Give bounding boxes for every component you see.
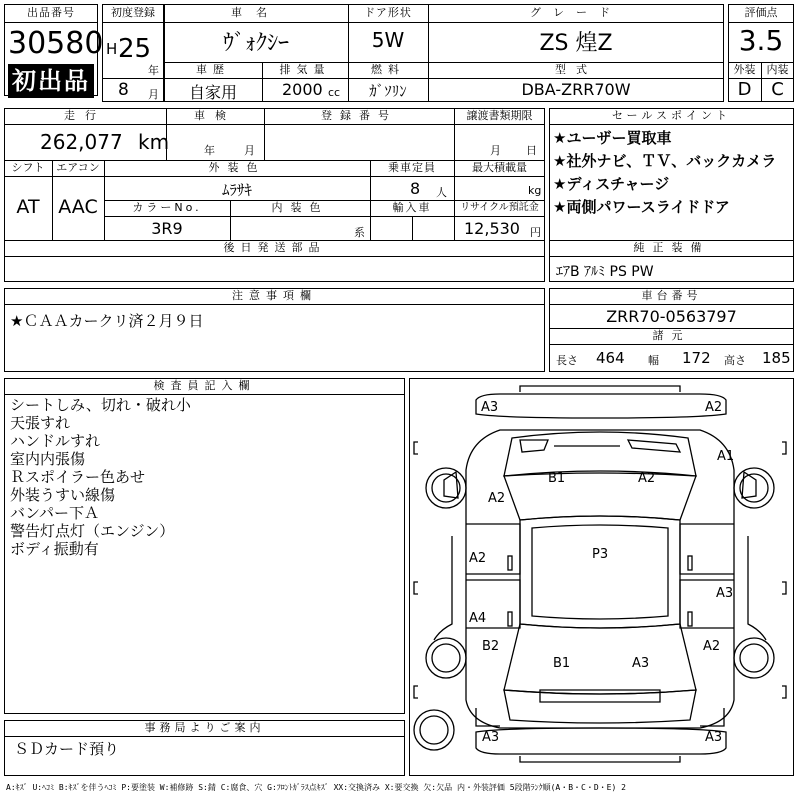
inspection-month-unit: 月 bbox=[244, 144, 255, 157]
damage-mark: A1 bbox=[717, 449, 735, 464]
capacity: 8 bbox=[410, 179, 421, 198]
sales-points-list bbox=[553, 127, 776, 219]
history-label: 車歴 bbox=[196, 63, 230, 76]
damage-mark: A3 bbox=[632, 656, 650, 671]
ac: AAC bbox=[58, 196, 98, 218]
inspector-note: Ｒスポイラー色あせ bbox=[10, 468, 146, 486]
mileage-unit: km bbox=[138, 130, 170, 154]
first-registration-label: 初度登録 bbox=[111, 6, 155, 19]
damage-mark: A3 bbox=[481, 400, 499, 415]
inspector-note: ボディ振動有 bbox=[10, 540, 99, 558]
displacement: 2000 bbox=[282, 80, 323, 99]
damage-mark: A3 bbox=[705, 730, 723, 745]
notes-label: 注意事項欄 bbox=[232, 289, 317, 302]
inspector-note: 外装うすい線傷 bbox=[10, 486, 116, 504]
ac-label: エアコン bbox=[56, 161, 100, 174]
overall-score: 3.5 bbox=[738, 24, 784, 57]
office-message: ＳＤカード預り bbox=[14, 740, 120, 758]
width: 172 bbox=[682, 349, 711, 367]
equipment: ｴｱB ｱﾙﾐ PS PW bbox=[556, 264, 654, 280]
registration-month: 8 bbox=[118, 80, 129, 100]
damage-mark: A4 bbox=[469, 611, 487, 626]
exterior-grade: D bbox=[737, 79, 752, 100]
registration-year: 25 bbox=[118, 34, 152, 64]
score-label: 評価点 bbox=[744, 6, 778, 19]
transfer-day-unit: 日 bbox=[526, 144, 537, 157]
height: 185 bbox=[762, 349, 791, 367]
damage-mark: A2 bbox=[488, 491, 506, 506]
registration-era: H bbox=[106, 40, 118, 58]
shift: AT bbox=[16, 196, 40, 218]
mileage: 262,077 bbox=[40, 130, 123, 154]
int-color-unit: 系 bbox=[354, 226, 365, 239]
recycle-deposit: 12,530 bbox=[464, 219, 520, 238]
sales-point-item: ★ディスチャージ bbox=[553, 175, 670, 193]
color-number-label: カラーNo. bbox=[132, 201, 202, 214]
sales-point-item: ★両側パワースライドドア bbox=[553, 198, 730, 216]
inspector-notes-list bbox=[10, 396, 191, 558]
model-type: DBA-ZRR70W bbox=[521, 80, 631, 99]
capacity-label: 乗車定員 bbox=[388, 161, 436, 174]
dimensions-label: 諸元 bbox=[652, 329, 691, 342]
shift-label: シフト bbox=[11, 161, 45, 174]
width-label: 幅 bbox=[648, 354, 659, 367]
import-label: 輸入車 bbox=[392, 201, 432, 214]
recycle-label: リサイクル預託金 bbox=[460, 202, 539, 213]
fuel: ｶﾞｿﾘﾝ bbox=[369, 82, 407, 100]
ext-color: ﾑﾗｻｷ bbox=[221, 181, 252, 199]
legend-text: A:ｷｽﾞ U:ﾍｺﾐ B:ｷｽﾞを伴うﾍｺﾐ P:要塗装 W:補修跡 S:錆 C:腐食、穴 G:ﾌﾛﾝﾄｶﾞﾗｽ点ｷｽﾞ XX:交換済み X:要交換 欠:欠品 内・外装評価 5段階ﾗﾝｸ順(A・B・C・D・E) 2 bbox=[6, 783, 626, 792]
ext-color-label: 外装色 bbox=[208, 161, 266, 174]
damage-mark: A3 bbox=[716, 586, 734, 601]
recycle-unit: 円 bbox=[530, 226, 541, 239]
length: 464 bbox=[596, 349, 625, 367]
max-load-label: 最大積載量 bbox=[472, 161, 527, 174]
damage-mark: B1 bbox=[553, 656, 571, 671]
mileage-label: 走行 bbox=[64, 109, 106, 122]
equipment-label: 純正装備 bbox=[633, 241, 710, 254]
damage-mark: B2 bbox=[482, 639, 500, 654]
model-name: ｳﾞｫｸｼｰ bbox=[222, 31, 289, 56]
int-color-label: 内装色 bbox=[271, 201, 329, 214]
inspection-year-unit: 年 bbox=[204, 144, 215, 157]
sales-point-item: ★ユーザー買取車 bbox=[553, 129, 672, 147]
chassis-label: 車台番号 bbox=[641, 289, 702, 302]
transfer-deadline-label: 譲渡書類期限 bbox=[466, 109, 533, 122]
interior-label: 内装 bbox=[766, 63, 789, 76]
grade-label: グレード bbox=[530, 6, 622, 19]
doors-label: ドア形状 bbox=[364, 6, 412, 19]
chassis-number: ZRR70-0563797 bbox=[606, 307, 737, 326]
grade: ZS 煌Z bbox=[539, 31, 613, 56]
max-load-unit: kg bbox=[528, 184, 542, 197]
lot-number: 30580 bbox=[8, 26, 104, 61]
type-label: 型式 bbox=[555, 63, 597, 76]
damage-mark: A2 bbox=[703, 639, 721, 654]
inspector-note: 室内内張傷 bbox=[10, 450, 86, 468]
inspection-label: 車検 bbox=[194, 109, 236, 122]
damage-mark: A2 bbox=[705, 400, 723, 415]
length-label: 長さ bbox=[556, 354, 578, 367]
model-label: 車名 bbox=[231, 6, 281, 19]
lot-number-label: 出品番号 bbox=[27, 6, 75, 19]
office-label: 事務局よりご案内 bbox=[144, 721, 265, 734]
displacement-label: 排気量 bbox=[279, 63, 331, 76]
damage-mark: A3 bbox=[482, 730, 500, 745]
color-number: 3R9 bbox=[151, 219, 183, 238]
inspector-note: バンパー下Ａ bbox=[10, 504, 99, 522]
sales-points-label: セールスポイント bbox=[611, 109, 731, 122]
later-parts-label: 後日発送部品 bbox=[223, 241, 326, 254]
first-listing-badge: 初出品 bbox=[8, 64, 94, 98]
damage-mark: B1 bbox=[548, 471, 566, 486]
car-diagram bbox=[409, 378, 794, 776]
inspector-note: シートしみ、切れ・破れ小 bbox=[10, 396, 191, 414]
damage-mark: A2 bbox=[638, 471, 656, 486]
inspector-note: 警告灯点灯（エンジン） bbox=[10, 522, 175, 540]
damage-mark: A2 bbox=[469, 551, 487, 566]
year-unit: 年 bbox=[148, 64, 159, 77]
inspector-label: 検査員記入欄 bbox=[153, 379, 256, 392]
month-unit: 月 bbox=[148, 88, 159, 101]
inspector-note: ハンドルすれ bbox=[10, 432, 101, 450]
reg-number-label: 登録番号 bbox=[321, 109, 397, 122]
exterior-label: 外装 bbox=[733, 63, 756, 76]
history: 自家用 bbox=[188, 83, 237, 102]
height-label: 高さ bbox=[724, 354, 746, 367]
fuel-label: 燃料 bbox=[371, 63, 405, 76]
door-type: 5W bbox=[371, 28, 405, 52]
transfer-month-unit: 月 bbox=[490, 144, 501, 157]
capacity-unit: 人 bbox=[436, 186, 447, 199]
notes-text: ★ＣＡＡカークリ済２月９日 bbox=[10, 312, 204, 330]
inspector-note: 天張すれ bbox=[10, 414, 71, 432]
displacement-unit: cc bbox=[328, 86, 341, 99]
damage-mark: P3 bbox=[592, 547, 609, 562]
interior-grade: C bbox=[771, 79, 784, 100]
sales-point-item: ★社外ナビ、ＴＶ、バックカメラ bbox=[553, 152, 777, 170]
